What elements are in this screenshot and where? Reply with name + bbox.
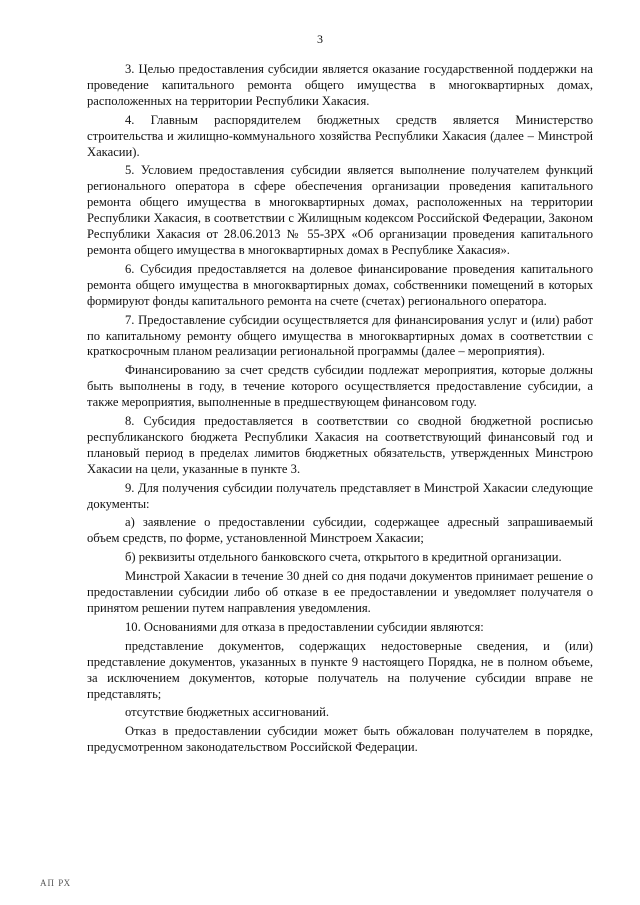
paragraph-6: 6. Субсидия предоставляется на долевое финансирование проведения капитального ремонта общего имущества в многоквартирных домах, собственники помещений в которых формируют фонды капитального ремонта на счете (счетах) регионального оператора.	[87, 261, 593, 308]
paragraph-9-a: а) заявление о предоставлении субсидии, содержащее адресный запрашиваемый объем средств, по форме, установленной Минстроем Хакасии;	[87, 515, 593, 546]
paragraph-9-b: б) реквизиты отдельного банковского счета, открытого в кредитной организации.	[125, 550, 562, 565]
paragraph-10: 10. Основаниями для отказа в предоставлении субсидии являются:	[125, 619, 484, 634]
page-number: 3	[317, 32, 323, 46]
paragraph-10-ground-1: представление документов, содержащих недостоверные сведения, и (или) представление документов, указанных в пункте 9 настоящего Порядка, не в полном объеме, за исключением документов, которые получатель на получение субсидии вправе не представлять;	[87, 638, 593, 701]
paragraph-3: 3. Целью предоставления субсидии является оказание государственной поддержки на проведение капитального ремонта общего имущества в многоквартирных домах, расположенных на территории Республики Хакасия.	[87, 62, 593, 108]
paragraph-5: 5. Условием предоставления субсидии является выполнение получателем функций регионального оператора в сфере обеспечения организации проведения капитального ремонта общего имущества в многоквартирных домах, расположенных на территории Республики Хакасия, в соответствии с Жилищным кодексом Российской Федерации, Законом Республики Хакасия от 28.06.2013 № 55-ЗРХ «Об организации проведения капитального ремонта общего имущества в многоквартирных домах в Республике Хакасия».	[87, 163, 593, 257]
footer-code: АП РХ	[40, 878, 72, 888]
paragraph-10-ground-2: отсутствие бюджетных ассигнований.	[125, 705, 329, 720]
document-body	[87, 62, 593, 759]
paragraph-7-financing: Финансированию за счет средств субсидии подлежат мероприятия, которые должны быть выполнены в году, в течение которого осуществляется предоставление субсидии, а также мероприятия, выполненные в предшествующем финансовом году.	[87, 363, 593, 410]
paragraph-8: 8. Субсидия предоставляется в соответствии со сводной бюджетной росписью республиканского бюджета Республики Хакасия на соответствующий финансовый год и плановый период в пределах лимитов бюджетных обязательств, утвержденных Минстрою Хакасии на цели, указанные в пункте 3.	[87, 414, 593, 476]
paragraph-appeal: Отказ в предоставлении субсидии может быть обжалован получателем в порядке, предусмотренном законодательством Российской Федерации.	[87, 724, 593, 755]
paragraph-9-decision: Минстрой Хакасии в течение 30 дней со дня подачи документов принимает решение о предоставлении субсидии либо об отказе в ее предоставлении и уведомляет получателя о принятом решении путем направления уведомления.	[87, 569, 593, 615]
paragraph-9: 9. Для получения субсидии получатель представляет в Минстрой Хакасии следующие документы:	[87, 480, 593, 511]
paragraph-4: 4. Главным распорядителем бюджетных средств является Министерство строительства и жилищно-коммунального хозяйства Республики Хакасия (далее – Минстрой Хакасии).	[87, 112, 593, 159]
paragraph-7: 7. Предоставление субсидии осуществляется для финансирования услуг и (или) работ по капитальному ремонту общего имущества в многоквартирных домах в соответствии с краткосрочным планом реализации региональной программы (далее – мероприятия).	[87, 312, 593, 359]
